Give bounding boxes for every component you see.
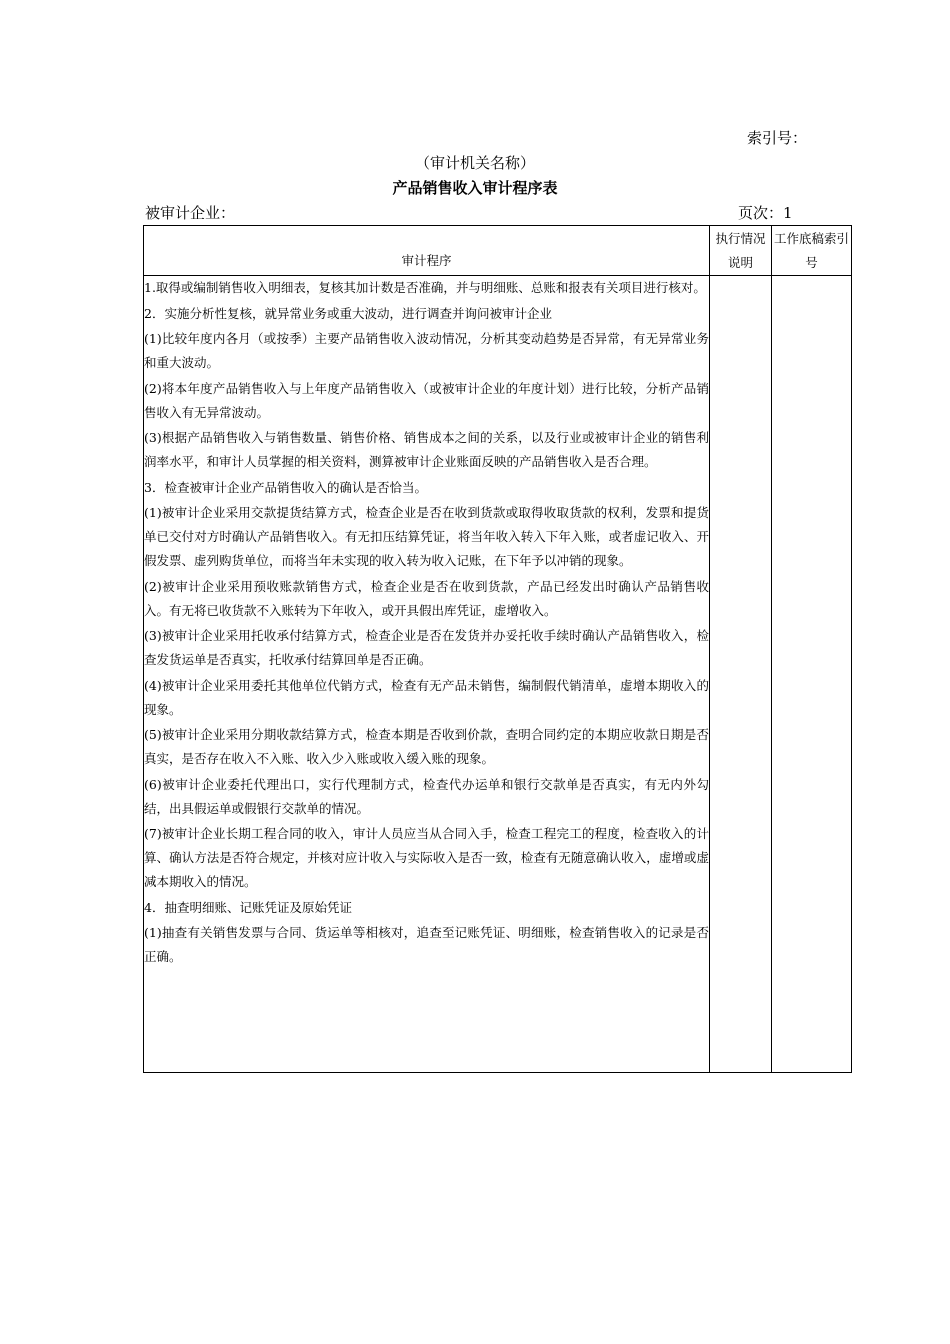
document-title: 产品销售收入审计程序表 [392, 179, 558, 197]
audit-procedure-table [143, 225, 852, 1073]
procedure-item: (6)被审计企业委托代理出口，实行代理制方式，检查代办运单和银行交款单是否真实，有无内外勾结，出具假运单或假银行交款单的情况。 [144, 776, 709, 816]
column-header-workpaper: 工作底稿索引号 [772, 226, 852, 276]
procedure-item: 2．实施分析性复核，就异常业务或重大波动，进行调查并询问被审计企业 [144, 305, 552, 321]
procedure-item: (1)比较年度内各月（或按季）主要产品销售收入波动情况，分析其变动趋势是否异常，有无异常业务和重大波动。 [144, 331, 709, 370]
page-number-label: 页次：1 [738, 204, 793, 222]
column-header-execution: 执行情况说明 [710, 226, 772, 276]
procedure-item: (2)被审计企业采用预收账款销售方式，检查企业是否在收到货款，产品已经发出时确认产品销售收入。有无将已收货款不入账转为下年收入，或开具假出库凭证，虚增收入。 [144, 578, 709, 618]
procedure-item: 1.取得或编制销售收入明细表，复核其加计数是否准确，并与明细账、总账和报表有关项目进行核对。 [144, 280, 706, 295]
audited-entity-label: 被审计企业： [145, 204, 236, 222]
procedure-item: (4)被审计企业采用委托其他单位代销方式，检查有无产品未销售，编制假代销清单，虚增本期收入的现象。 [144, 677, 709, 717]
execution-notes-cell[interactable] [710, 276, 772, 1073]
procedure-item: 3．检查被审计企业产品销售收入的确认是否恰当。 [144, 479, 427, 495]
procedure-item: (3)根据产品销售收入与销售数量、销售价格、销售成本之间的关系，以及行业或被审计企业的销售利润率水平，和审计人员掌握的相关资料，测算被审计企业账面反映的产品销售收入是否合理。 [144, 430, 709, 469]
procedure-item: (2)将本年度产品销售收入与上年度产品销售收入（或被审计企业的年度计划）进行比较，分析产品销售收入有无异常波动。 [144, 380, 709, 420]
procedure-cell [144, 276, 710, 1073]
audit-org-name: （审计机关名称） [414, 154, 535, 172]
procedure-item: (1)抽查有关销售发票与合同、货运单等相核对，追查至记账凭证、明细账，检查销售收入的记录是否正确。 [144, 925, 709, 964]
index-number-label: 索引号： [747, 129, 808, 147]
table-header-row [144, 226, 852, 276]
procedure-item: 4．抽查明细账、记账凭证及原始凭证 [144, 899, 352, 915]
procedure-item: (7)被审计企业长期工程合同的收入，审计人员应当从合同入手，检查工程完工的程度，检查收入的计算、确认方法是否符合规定，并核对应计收入与实际收入是否一致，检查有无随意确认收入，虚增或虚减本期收入的情况。 [144, 826, 709, 889]
procedure-item: (3)被审计企业采用托收承付结算方式，检查企业是否在发货并办妥托收手续时确认产品销售收入，检查发货运单是否真实，托收承付结算回单是否正确。 [144, 628, 709, 667]
procedure-item: (5)被审计企业采用分期收款结算方式，检查本期是否收到价款，查明合同约定的本期应收款日期是否真实，是否存在收入不入账、收入少入账或收入缓入账的现象。 [144, 727, 709, 766]
column-header-procedure: 审计程序 [144, 226, 710, 276]
table-row [144, 276, 852, 1073]
workpaper-index-cell[interactable] [772, 276, 852, 1073]
procedure-item: (1)被审计企业采用交款提货结算方式，检查企业是否在收到货款或取得收取货款的权利，发票和提货单已交付对方时确认产品销售收入。有无扣压结算凭证，将当年收入转入下年入账，或者虚记收入、开假发票、虚列购货单位，而将当年未实现的收入转为收入记账，在下年予以冲销的现象。 [144, 505, 709, 568]
